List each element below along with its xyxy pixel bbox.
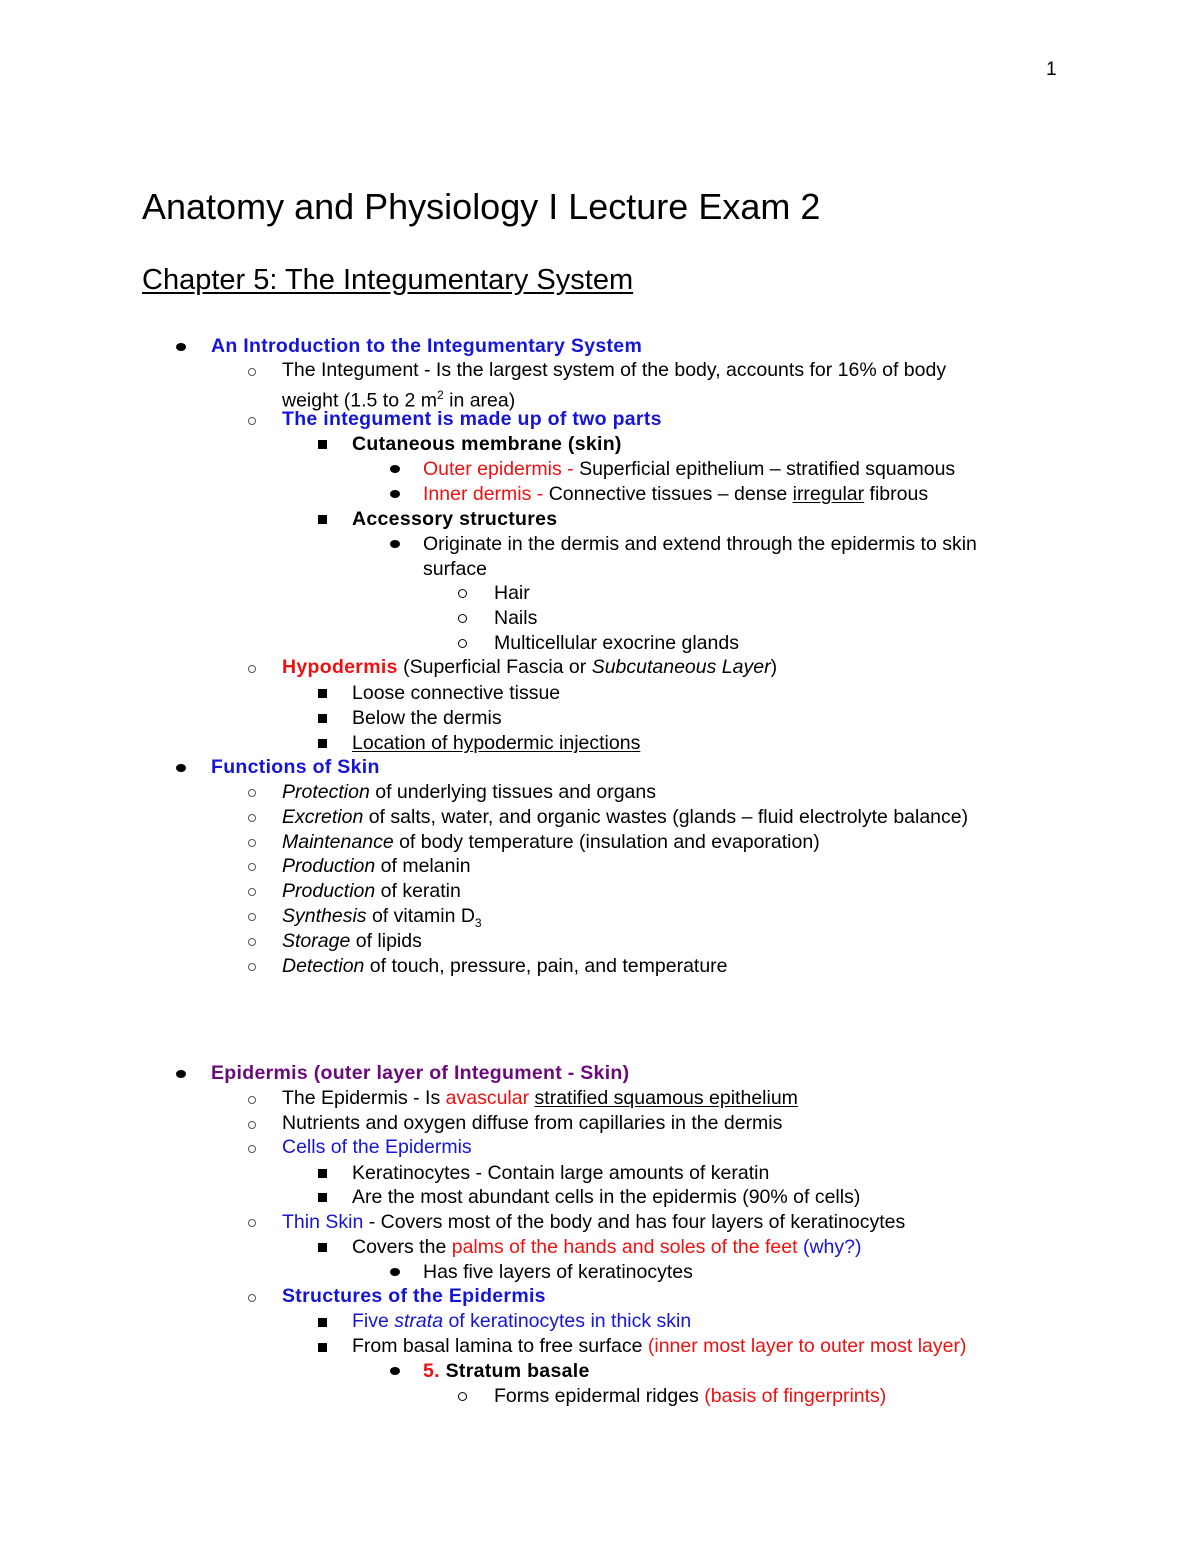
function-item: Protection of underlying tissues and organs [282, 781, 656, 803]
page-number: 1 [1046, 59, 1057, 80]
bullet-circle-icon [458, 1392, 467, 1401]
bullet-hollow-circle-icon [248, 789, 256, 797]
function-item: Storage of lipids [282, 930, 422, 952]
nutrients-line: Nutrients and oxygen diffuse from capillaries in the dermis [282, 1112, 783, 1134]
bullet-hollow-circle-icon [248, 1096, 256, 1104]
stratum-basale-line: 5. Stratum basale [423, 1360, 590, 1382]
bullet-circle-icon [458, 614, 467, 623]
covers-line: Covers the palms of the hands and soles of the feet (why?) [352, 1236, 862, 1258]
cells-heading: Cells of the Epidermis [282, 1136, 472, 1158]
list-item: Loose connective tissue [352, 682, 561, 704]
bullet-disc-icon [390, 1367, 400, 1375]
function-item: Production of melanin [282, 855, 471, 877]
originate-line-1: Originate in the dermis and extend through the epidermis to skin [423, 533, 977, 555]
five-layers-line: Has five layers of keratinocytes [423, 1261, 693, 1283]
bullet-hollow-circle-icon [248, 1294, 256, 1302]
bullet-disc-icon [390, 1268, 400, 1276]
bullet-hollow-circle-icon [248, 1145, 256, 1153]
bullet-square-icon [318, 1169, 327, 1178]
bullet-hollow-circle-icon [248, 963, 256, 971]
keratinocytes-line: Keratinocytes - Contain large amounts of keratin [352, 1162, 770, 1184]
function-item: Maintenance of body temperature (insulation and evaporation) [282, 831, 820, 853]
bullet-hollow-circle-icon [248, 839, 256, 847]
function-item: Excretion of salts, water, and organic wastes (glands – fluid electrolyte balance) [282, 806, 969, 828]
structures-heading: Structures of the Epidermis [282, 1285, 546, 1307]
bullet-disc-icon [390, 490, 400, 498]
bullet-square-icon [318, 1243, 327, 1252]
accessory-structures: Accessory structures [352, 508, 558, 530]
bullet-hollow-circle-icon [248, 863, 256, 871]
hypodermis-line: Hypodermis (Superficial Fascia or Subcutaneous Layer) [282, 656, 778, 678]
bullet-square-icon [318, 440, 327, 449]
bullet-hollow-circle-icon [248, 665, 256, 673]
ridges-line: Forms epidermal ridges (basis of fingerprints) [494, 1385, 887, 1407]
originate-line-2: surface [423, 558, 487, 580]
list-item: Below the dermis [352, 707, 502, 729]
bullet-square-icon [318, 739, 327, 748]
function-item: Synthesis of vitamin $D_3$ [282, 905, 482, 930]
bullet-square-icon [318, 1343, 327, 1352]
bullet-hollow-circle-icon [248, 888, 256, 896]
two-parts-heading: The integument is made up of two parts [282, 408, 662, 430]
functions-heading: Functions of Skin [211, 756, 380, 778]
bullet-circle-icon [458, 589, 467, 598]
hypodermic-injections: Location of hypodermic injections [352, 732, 641, 754]
abundant-line: Are the most abundant cells in the epidermis (90% of cells) [352, 1186, 861, 1208]
intro-heading: An Introduction to the Integumentary System [211, 335, 643, 357]
list-item: Multicellular exocrine glands [494, 632, 739, 654]
outer-epidermis: Outer epidermis - Superficial epithelium – stratified squamous [423, 458, 956, 480]
thin-skin-line: Thin Skin - Covers most of the body and has four layers of keratinocytes [282, 1211, 906, 1233]
bullet-hollow-circle-icon [248, 417, 256, 425]
function-item: Production of keratin [282, 880, 461, 902]
bullet-disc-icon [390, 465, 400, 473]
bullet-circle-icon [458, 639, 467, 648]
bullet-disc-icon [176, 343, 186, 351]
epidermis-heading: Epidermis (outer layer of Integument - Skin) [211, 1062, 630, 1084]
bullet-square-icon [318, 1193, 327, 1202]
chapter-heading: Chapter 5: The Integumentary System [142, 264, 634, 296]
bullet-disc-icon [390, 540, 400, 548]
basal-lamina-line: From basal lamina to free surface (inner most layer to outer most layer) [352, 1335, 967, 1357]
bullet-hollow-circle-icon [248, 913, 256, 921]
bullet-hollow-circle-icon [248, 938, 256, 946]
bullet-hollow-circle-icon [248, 368, 256, 376]
bullet-square-icon [318, 714, 327, 723]
bullet-square-icon [318, 689, 327, 698]
five-strata-line: Five strata of keratinocytes in thick skin [352, 1310, 692, 1332]
integument-line-1: The Integument - Is the largest system of the body, accounts for 16% of body [282, 359, 947, 381]
inner-dermis: Inner dermis - Connective tissues – dense irregular fibrous [423, 483, 929, 505]
function-item: Detection of touch, pressure, pain, and temperature [282, 955, 728, 977]
list-item: Nails [494, 607, 538, 629]
epidermis-line-1: The Epidermis - Is avascular stratified squamous epithelium [282, 1087, 798, 1109]
list-item: Hair [494, 582, 530, 604]
bullet-disc-icon [176, 1070, 186, 1078]
bullet-square-icon [318, 515, 327, 524]
cutaneous-membrane: Cutaneous membrane (skin) [352, 433, 622, 455]
bullet-disc-icon [176, 764, 186, 772]
integument-line-2: weight (1.5 to 2 $m^2$ in area) [282, 388, 516, 412]
bullet-hollow-circle-icon [248, 1219, 256, 1227]
bullet-hollow-circle-icon [248, 814, 256, 822]
bullet-hollow-circle-icon [248, 1121, 256, 1129]
document-title: Anatomy and Physiology I Lecture Exam 2 [142, 186, 821, 227]
bullet-square-icon [318, 1318, 327, 1327]
